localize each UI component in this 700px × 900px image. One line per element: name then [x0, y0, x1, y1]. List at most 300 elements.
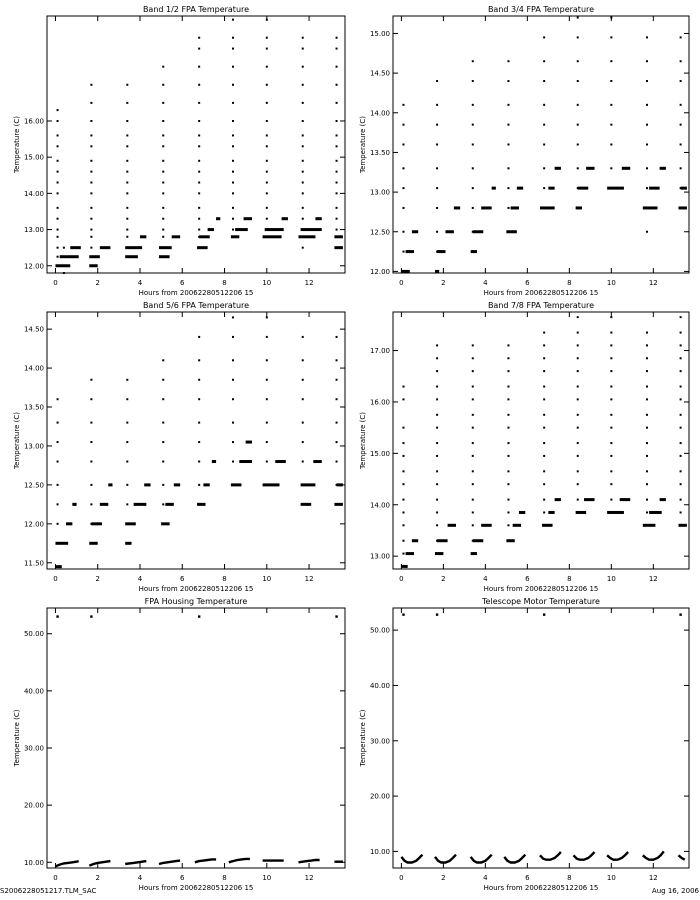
- data-point: [126, 236, 128, 238]
- data-point: [126, 398, 128, 400]
- data-run: [66, 522, 72, 525]
- data-point: [302, 398, 304, 400]
- data-point: [232, 422, 234, 424]
- data-point: [266, 84, 268, 86]
- data-run: [174, 483, 180, 486]
- data-run: [125, 246, 142, 249]
- data-point: [57, 441, 59, 443]
- data-point: [266, 207, 268, 209]
- data-point: [266, 145, 268, 147]
- data-point: [646, 124, 648, 126]
- data-point: [266, 19, 268, 21]
- data-point: [680, 414, 682, 416]
- data-point: [610, 499, 612, 501]
- series-line-segment: [574, 852, 595, 860]
- data-point: [302, 66, 304, 68]
- data-run: [435, 270, 439, 273]
- data-run: [513, 524, 521, 527]
- data-point: [680, 124, 682, 126]
- data-point: [646, 344, 648, 346]
- data-point: [336, 461, 338, 463]
- data-point: [57, 523, 59, 525]
- data-point: [543, 511, 545, 513]
- data-point: [402, 499, 404, 501]
- data-run: [437, 250, 445, 253]
- data-point: [402, 144, 404, 146]
- data-point: [126, 171, 128, 173]
- data-point: [543, 124, 545, 126]
- data-point: [680, 316, 682, 318]
- data-run: [679, 524, 687, 527]
- data-point: [162, 229, 164, 231]
- y-tick-label: 15.00: [23, 153, 44, 162]
- data-point: [472, 511, 474, 513]
- data-point: [507, 398, 509, 400]
- y-tick-label: 10.00: [23, 858, 44, 867]
- data-point: [646, 187, 648, 189]
- data-point: [162, 160, 164, 162]
- data-point: [507, 344, 509, 346]
- y-tick-label: 14.50: [23, 325, 44, 334]
- data-point: [126, 192, 128, 194]
- data-point: [198, 336, 200, 338]
- data-point: [336, 48, 338, 50]
- data-point: [680, 344, 682, 346]
- data-point: [198, 171, 200, 173]
- data-point: [436, 386, 438, 388]
- data-point: [543, 398, 545, 400]
- data-point: [198, 229, 200, 231]
- x-axis-label: Hours from 20062280512206 15: [483, 884, 599, 892]
- data-point: [266, 379, 268, 381]
- chart-title: Telescope Motor Temperature: [482, 597, 600, 606]
- data-point: [266, 441, 268, 443]
- data-point: [162, 207, 164, 209]
- data-point: [646, 455, 648, 457]
- data-point: [577, 36, 579, 38]
- data-point: [162, 120, 164, 122]
- data-run: [172, 235, 180, 238]
- data-point: [646, 60, 648, 62]
- data-run: [263, 235, 282, 238]
- data-point: [232, 120, 234, 122]
- data-point: [646, 427, 648, 429]
- data-point: [162, 484, 164, 486]
- data-point: [577, 17, 579, 19]
- x-axis-label: Hours from 20062280512206 15: [138, 884, 254, 892]
- data-point: [610, 332, 612, 334]
- data-point: [266, 120, 268, 122]
- data-point: [162, 422, 164, 424]
- data-point: [198, 192, 200, 194]
- plot-frame: [393, 312, 689, 569]
- data-point: [57, 109, 59, 111]
- y-axis-label: Temperature (C): [359, 412, 367, 469]
- data-point: [126, 84, 128, 86]
- data-run: [239, 460, 252, 463]
- data-point: [57, 145, 59, 147]
- data-point: [436, 499, 438, 501]
- data-run: [282, 217, 288, 220]
- series-line-segment: [195, 859, 216, 862]
- data-run: [72, 503, 76, 506]
- data-point: [680, 167, 682, 169]
- data-run: [203, 483, 209, 486]
- data-point: [90, 171, 92, 173]
- data-point: [436, 524, 438, 526]
- data-point: [436, 442, 438, 444]
- data-point: [610, 483, 612, 485]
- data-run: [576, 206, 582, 209]
- x-tick-label: 0: [399, 279, 404, 287]
- data-point: [472, 524, 474, 526]
- data-point: [232, 336, 234, 338]
- data-point: [232, 229, 234, 231]
- data-point: [402, 511, 404, 513]
- data-point: [543, 386, 545, 388]
- chart-panel-6: [359, 597, 689, 892]
- data-point: [610, 60, 612, 62]
- data-point: [436, 124, 438, 126]
- data-run: [454, 206, 460, 209]
- data-run: [548, 511, 554, 514]
- data-run: [679, 206, 687, 209]
- data-point: [543, 499, 545, 501]
- data-point: [610, 316, 612, 318]
- data-point: [436, 455, 438, 457]
- data-point: [472, 187, 474, 189]
- x-tick-label: 4: [137, 575, 143, 583]
- data-point: [302, 207, 304, 209]
- data-point: [57, 256, 59, 258]
- data-point: [266, 316, 268, 318]
- data-point: [680, 483, 682, 485]
- data-point: [162, 379, 164, 381]
- data-run: [334, 503, 342, 506]
- data-point: [543, 104, 545, 106]
- x-tick-label: 2: [95, 279, 100, 287]
- data-point: [198, 120, 200, 122]
- data-point: [198, 37, 200, 39]
- data-point: [302, 134, 304, 136]
- data-point: [646, 499, 648, 501]
- data-run: [301, 483, 316, 486]
- data-run: [134, 503, 147, 506]
- data-run: [473, 539, 483, 542]
- x-tick-label: 12: [304, 279, 314, 287]
- data-point: [402, 398, 404, 400]
- data-point: [266, 398, 268, 400]
- data-point: [232, 160, 234, 162]
- x-tick-label: 10: [606, 575, 616, 583]
- data-run: [412, 539, 418, 542]
- data-point: [577, 442, 579, 444]
- outlier-point: [198, 615, 200, 617]
- y-tick-label: 14.00: [369, 109, 390, 118]
- x-tick-label: 8: [222, 279, 227, 287]
- x-tick-label: 2: [441, 279, 446, 287]
- x-tick-label: 0: [53, 279, 58, 287]
- data-point: [302, 218, 304, 220]
- y-tick-label: 16.00: [23, 117, 44, 126]
- data-point: [336, 192, 338, 194]
- data-run: [401, 270, 409, 273]
- data-point: [472, 370, 474, 372]
- data-point: [126, 503, 128, 505]
- data-point: [57, 134, 59, 136]
- data-point: [198, 48, 200, 50]
- data-point: [198, 398, 200, 400]
- data-point: [90, 218, 92, 220]
- x-tick-label: 0: [53, 874, 58, 882]
- x-tick-label: 8: [567, 279, 572, 287]
- data-point: [90, 207, 92, 209]
- y-axis-label: Temperature (C): [13, 412, 21, 469]
- data-point: [90, 145, 92, 147]
- outlier-point: [402, 613, 404, 615]
- y-axis-label: Temperature (C): [13, 116, 21, 173]
- y-tick-label: 14.50: [369, 69, 390, 78]
- y-tick-label: 40.00: [369, 681, 390, 690]
- chart-panel-5: [13, 597, 345, 892]
- data-point: [680, 144, 682, 146]
- data-point: [646, 398, 648, 400]
- data-point: [507, 104, 509, 106]
- data-point: [507, 414, 509, 416]
- x-tick-label: 6: [525, 575, 530, 583]
- data-run: [607, 511, 624, 514]
- data-point: [472, 499, 474, 501]
- data-point: [162, 145, 164, 147]
- data-point: [57, 160, 59, 162]
- data-point: [336, 120, 338, 122]
- data-run: [334, 235, 342, 238]
- data-point: [162, 236, 164, 238]
- data-point: [302, 171, 304, 173]
- data-run: [620, 498, 630, 501]
- data-point: [507, 386, 509, 388]
- data-point: [126, 120, 128, 122]
- data-point: [610, 17, 612, 19]
- data-point: [646, 370, 648, 372]
- data-run: [448, 524, 456, 527]
- data-point: [610, 124, 612, 126]
- y-tick-label: 20.00: [23, 801, 44, 810]
- y-axis-label: Temperature (C): [13, 709, 21, 767]
- data-point: [302, 461, 304, 463]
- data-run: [506, 230, 516, 233]
- data-point: [90, 102, 92, 104]
- data-point: [198, 379, 200, 381]
- data-point: [57, 120, 59, 122]
- data-point: [436, 511, 438, 513]
- data-point: [610, 36, 612, 38]
- y-tick-label: 12.00: [23, 520, 44, 529]
- data-point: [507, 207, 509, 209]
- x-tick-label: 12: [648, 575, 658, 583]
- data-point: [336, 134, 338, 136]
- outlier-point: [679, 613, 681, 615]
- data-point: [57, 182, 59, 184]
- series-line-segment: [229, 859, 250, 862]
- data-run: [60, 255, 79, 258]
- data-point: [57, 192, 59, 194]
- series-line-segment: [159, 861, 180, 864]
- data-point: [402, 386, 404, 388]
- data-run: [473, 230, 483, 233]
- data-point: [232, 441, 234, 443]
- data-run: [199, 235, 210, 238]
- data-point: [577, 344, 579, 346]
- data-point: [610, 357, 612, 359]
- x-tick-label: 4: [137, 279, 143, 287]
- data-point: [507, 60, 509, 62]
- data-point: [162, 192, 164, 194]
- data-point: [232, 316, 234, 318]
- data-point: [336, 441, 338, 443]
- plot-frame: [47, 16, 345, 273]
- y-tick-label: 14.00: [369, 501, 390, 510]
- data-point: [198, 484, 200, 486]
- data-point: [198, 102, 200, 104]
- data-point: [266, 37, 268, 39]
- chart-panel-1: [13, 5, 345, 297]
- data-point: [436, 167, 438, 169]
- data-run: [91, 522, 102, 525]
- data-point: [198, 66, 200, 68]
- data-point: [302, 192, 304, 194]
- outlier-point: [56, 615, 58, 617]
- data-point: [507, 187, 509, 189]
- data-point: [57, 398, 59, 400]
- data-point: [302, 441, 304, 443]
- x-tick-label: 6: [525, 874, 530, 882]
- data-run: [244, 217, 252, 220]
- footer-date: Aug 16, 2006: [651, 887, 699, 895]
- data-run: [481, 206, 491, 209]
- data-run: [471, 250, 477, 253]
- data-point: [232, 145, 234, 147]
- data-run: [576, 511, 586, 514]
- data-point: [577, 316, 579, 318]
- data-point: [336, 229, 338, 231]
- data-point: [162, 182, 164, 184]
- data-run: [315, 217, 321, 220]
- x-tick-label: 10: [262, 279, 272, 287]
- data-point: [402, 540, 404, 542]
- data-point: [507, 455, 509, 457]
- data-point: [302, 48, 304, 50]
- data-point: [436, 80, 438, 82]
- data-point: [90, 422, 92, 424]
- data-run: [542, 524, 552, 527]
- data-run: [555, 498, 561, 501]
- data-run: [548, 187, 554, 190]
- data-point: [57, 422, 59, 424]
- data-point: [543, 187, 545, 189]
- data-point: [646, 80, 648, 82]
- data-point: [126, 484, 128, 486]
- data-point: [232, 134, 234, 136]
- data-point: [472, 414, 474, 416]
- data-point: [302, 247, 304, 249]
- data-point: [680, 427, 682, 429]
- y-tick-label: 17.00: [369, 347, 390, 356]
- data-point: [126, 160, 128, 162]
- data-point: [266, 171, 268, 173]
- data-point: [162, 134, 164, 136]
- data-point: [57, 503, 59, 505]
- data-point: [232, 379, 234, 381]
- data-point: [680, 386, 682, 388]
- data-run: [55, 264, 70, 267]
- data-point: [436, 414, 438, 416]
- y-tick-label: 12.00: [369, 267, 390, 276]
- data-point: [472, 427, 474, 429]
- data-point: [577, 370, 579, 372]
- data-point: [266, 461, 268, 463]
- series-line-segment: [643, 851, 664, 859]
- data-point: [63, 247, 65, 249]
- data-point: [266, 160, 268, 162]
- plot-frame: [47, 312, 345, 569]
- data-point: [507, 357, 509, 359]
- data-run: [89, 542, 97, 545]
- data-point: [162, 66, 164, 68]
- data-point: [577, 80, 579, 82]
- data-point: [507, 442, 509, 444]
- data-point: [336, 160, 338, 162]
- data-point: [472, 470, 474, 472]
- data-point: [680, 80, 682, 82]
- chart-title: Band 1/2 FPA Temperature: [142, 5, 250, 14]
- data-run: [622, 167, 630, 170]
- y-tick-label: 50.00: [23, 630, 44, 639]
- data-run: [445, 230, 453, 233]
- data-point: [543, 167, 545, 169]
- x-tick-label: 10: [606, 874, 616, 882]
- outlier-point: [335, 615, 337, 617]
- data-run: [301, 503, 312, 506]
- data-point: [266, 66, 268, 68]
- data-point: [90, 192, 92, 194]
- data-run: [216, 217, 220, 220]
- data-point: [472, 104, 474, 106]
- data-point: [577, 386, 579, 388]
- data-point: [266, 359, 268, 361]
- data-point: [232, 171, 234, 173]
- data-point: [402, 455, 404, 457]
- data-run: [492, 187, 496, 190]
- data-run: [159, 255, 170, 258]
- data-point: [680, 357, 682, 359]
- data-point: [336, 102, 338, 104]
- data-point: [402, 427, 404, 429]
- chart-panel-3: [13, 301, 345, 593]
- data-run: [55, 565, 61, 568]
- x-tick-label: 6: [525, 279, 530, 287]
- data-run: [660, 498, 666, 501]
- data-point: [402, 104, 404, 106]
- data-point: [402, 207, 404, 209]
- data-point: [472, 357, 474, 359]
- y-tick-label: 13.50: [23, 403, 44, 412]
- data-point: [680, 499, 682, 501]
- data-point: [680, 455, 682, 457]
- data-run: [108, 483, 112, 486]
- data-point: [610, 414, 612, 416]
- data-run: [235, 228, 248, 231]
